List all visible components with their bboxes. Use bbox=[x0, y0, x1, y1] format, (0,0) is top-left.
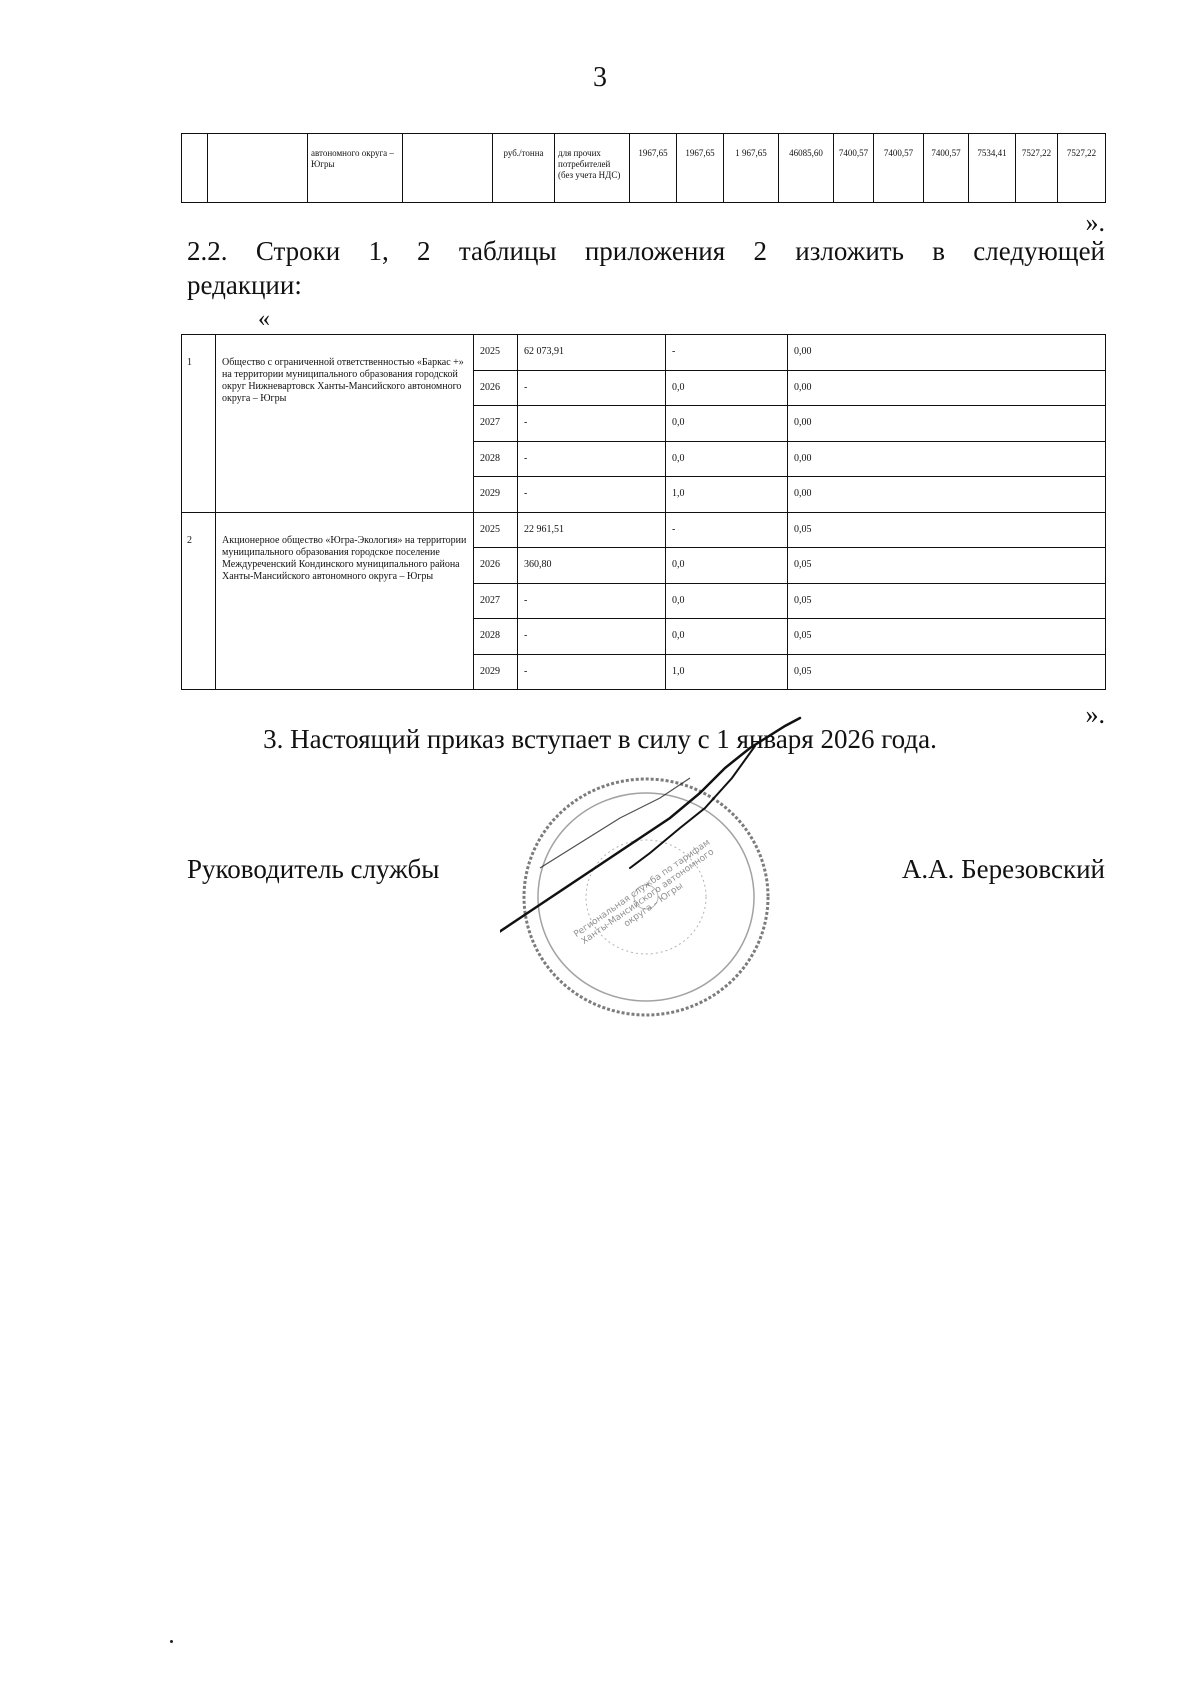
handwritten-signature bbox=[500, 708, 900, 978]
value-cell: 62 073,91 bbox=[518, 335, 666, 371]
year-cell: 2028 bbox=[474, 619, 518, 655]
value-cell: 0,00 bbox=[788, 335, 1106, 371]
value-cell: 0,00 bbox=[788, 406, 1106, 442]
tariff-cell bbox=[182, 134, 208, 203]
tariff-cell: 7527,22 bbox=[1016, 134, 1058, 203]
year-cell: 2025 bbox=[474, 335, 518, 371]
tariff-cell bbox=[403, 134, 493, 203]
year-cell: 2028 bbox=[474, 441, 518, 477]
signatory-title: Руководитель службы bbox=[187, 854, 440, 884]
value-cell: 0,05 bbox=[788, 512, 1106, 548]
table-row bbox=[182, 512, 1106, 548]
value-cell: 0,0 bbox=[666, 548, 788, 584]
value-cell: - bbox=[518, 583, 666, 619]
value-cell: - bbox=[518, 406, 666, 442]
closing-quote: ». bbox=[1085, 700, 1105, 729]
value-cell: - bbox=[666, 335, 788, 371]
year-cell: 2029 bbox=[474, 654, 518, 690]
year-cell: 2027 bbox=[474, 583, 518, 619]
value-cell: 0,05 bbox=[788, 619, 1106, 655]
value-cell: 1,0 bbox=[666, 654, 788, 690]
value-cell: 0,0 bbox=[666, 370, 788, 406]
tariff-cell: 7400,57 bbox=[834, 134, 874, 203]
tariff-cell: 7534,41 bbox=[969, 134, 1016, 203]
value-cell: - bbox=[518, 441, 666, 477]
page-number: 3 bbox=[593, 62, 607, 93]
value-cell: - bbox=[666, 512, 788, 548]
value-cell: 0,00 bbox=[788, 441, 1106, 477]
closing-quote: ». bbox=[1085, 208, 1105, 237]
value-cell: 0,05 bbox=[788, 548, 1106, 584]
tariff-cell: 46085,60 bbox=[779, 134, 834, 203]
year-cell: 2026 bbox=[474, 548, 518, 584]
year-cell: 2026 bbox=[474, 370, 518, 406]
tariff-cell: 1 967,65 bbox=[724, 134, 779, 203]
table-row bbox=[182, 335, 1106, 371]
value-cell: 0,05 bbox=[788, 654, 1106, 690]
section-2-2-line1: 2.2. Строки 1, 2 таблицы приложения 2 изложить в следующей bbox=[187, 236, 1105, 266]
value-cell: 1,0 bbox=[666, 477, 788, 513]
tariff-cell: 7400,57 bbox=[874, 134, 924, 203]
value-cell: 0,05 bbox=[788, 583, 1106, 619]
value-cell: - bbox=[518, 654, 666, 690]
effective-date-paragraph: 3. Настоящий приказ вступает в силу с 1 января 2026 года. bbox=[263, 724, 937, 754]
year-cell: 2027 bbox=[474, 406, 518, 442]
value-cell: 0,0 bbox=[666, 406, 788, 442]
seal-text: Региональная служба по тарифам Ханты-Мансийского автономного округа – Югры bbox=[572, 837, 717, 947]
tariff-cell: 7527,22 bbox=[1058, 134, 1106, 203]
year-cell: 2025 bbox=[474, 512, 518, 548]
opening-quote: « bbox=[258, 306, 270, 332]
tariff-cell: 1967,65 bbox=[677, 134, 724, 203]
tariff-row bbox=[182, 134, 1106, 203]
value-cell: 0,0 bbox=[666, 619, 788, 655]
tariff-cell: автономного округа – Югры bbox=[308, 134, 403, 203]
value-cell: 0,0 bbox=[666, 441, 788, 477]
tariff-cell: для прочих потребителей (без учета НДС) bbox=[555, 134, 630, 203]
organization-name: Акционерное общество «Югра-Экология» на территории муниципального образования городское поселение Междуреченский Кондинского муниципального района Ханты-Мансийского автономного округа – Югры bbox=[216, 512, 474, 690]
tariff-row-table bbox=[181, 133, 1106, 203]
scan-speck bbox=[170, 1640, 173, 1643]
tariff-cell: 1967,65 bbox=[630, 134, 677, 203]
value-cell: - bbox=[518, 477, 666, 513]
row-number: 1 bbox=[182, 335, 216, 513]
value-cell: 0,00 bbox=[788, 477, 1106, 513]
value-cell: 22 961,51 bbox=[518, 512, 666, 548]
value-cell: - bbox=[518, 619, 666, 655]
year-cell: 2029 bbox=[474, 477, 518, 513]
signatory-name: А.А. Березовский bbox=[901, 854, 1105, 884]
tariff-cell: руб./тонна bbox=[493, 134, 555, 203]
tariff-cell: 7400,57 bbox=[924, 134, 969, 203]
value-cell: 360,80 bbox=[518, 548, 666, 584]
tariff-cell bbox=[208, 134, 308, 203]
value-cell: 0,00 bbox=[788, 370, 1106, 406]
value-cell: 0,0 bbox=[666, 583, 788, 619]
section-2-2-line2: редакции: bbox=[187, 270, 302, 300]
row-number: 2 bbox=[182, 512, 216, 690]
organization-name: Общество с ограниченной ответственностью «Баркас +» на территории муниципального образования городской округ Нижневартовск Ханты-Мансийского автономного округа – Югры bbox=[216, 335, 474, 513]
enterprise-table bbox=[181, 334, 1106, 690]
value-cell: - bbox=[518, 370, 666, 406]
